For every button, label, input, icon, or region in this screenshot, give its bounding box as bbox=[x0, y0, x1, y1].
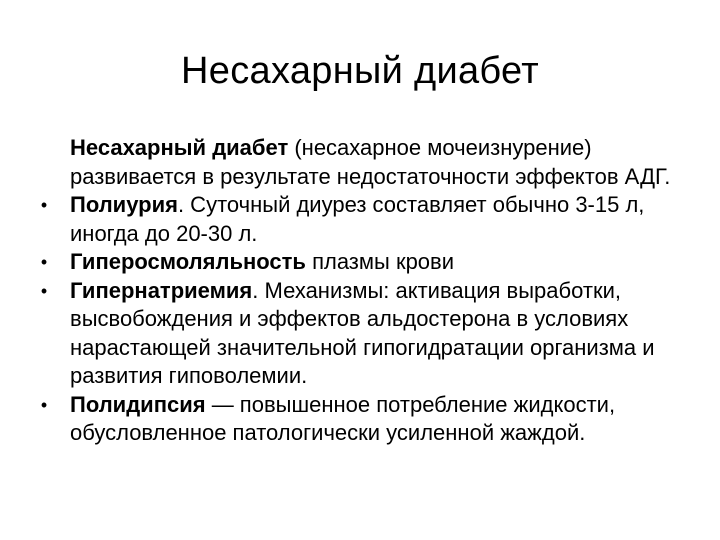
term-label: Несахарный диабет bbox=[70, 135, 289, 160]
term-label: Гиперосмоляльность bbox=[70, 249, 306, 274]
bullet-icon: • bbox=[40, 280, 48, 301]
item-text: плазмы крови bbox=[305, 249, 455, 274]
item-text: . Суточный диурез составляет обычно 3-15 л, иногда до 20-30 л. bbox=[70, 192, 645, 246]
bullet-icon: • bbox=[40, 195, 48, 215]
item-text: (несахарное мочеизнурение) развивается в результате недостаточности эффектов АДГ. bbox=[70, 135, 671, 189]
item-text: . Механизмы: активация выработки, высвобождения и эффектов альдостерона в условиях нарастающей значительной гипогидратации организма и развития гиповолемии. bbox=[70, 277, 655, 388]
slide-title: Несахарный диабет bbox=[181, 50, 539, 92]
list-item-polyuria bbox=[28, 191, 718, 248]
term-label: Полиурия bbox=[70, 192, 178, 217]
content-list bbox=[28, 134, 718, 448]
bullet-icon: • bbox=[40, 252, 48, 272]
list-item-definition bbox=[28, 134, 718, 191]
list-item-hyperosmolality bbox=[28, 248, 718, 277]
term-label: Полидипсия bbox=[70, 391, 206, 417]
list-item-hypernatremia bbox=[28, 277, 718, 391]
term-label: Гипернатриемия bbox=[70, 277, 253, 303]
bullet-icon: • bbox=[40, 394, 48, 415]
list-item-polydipsia bbox=[28, 391, 718, 448]
item-text: — повышенное потребление жидкости, обусловленное патологически усиленной жаждой. bbox=[70, 391, 616, 445]
